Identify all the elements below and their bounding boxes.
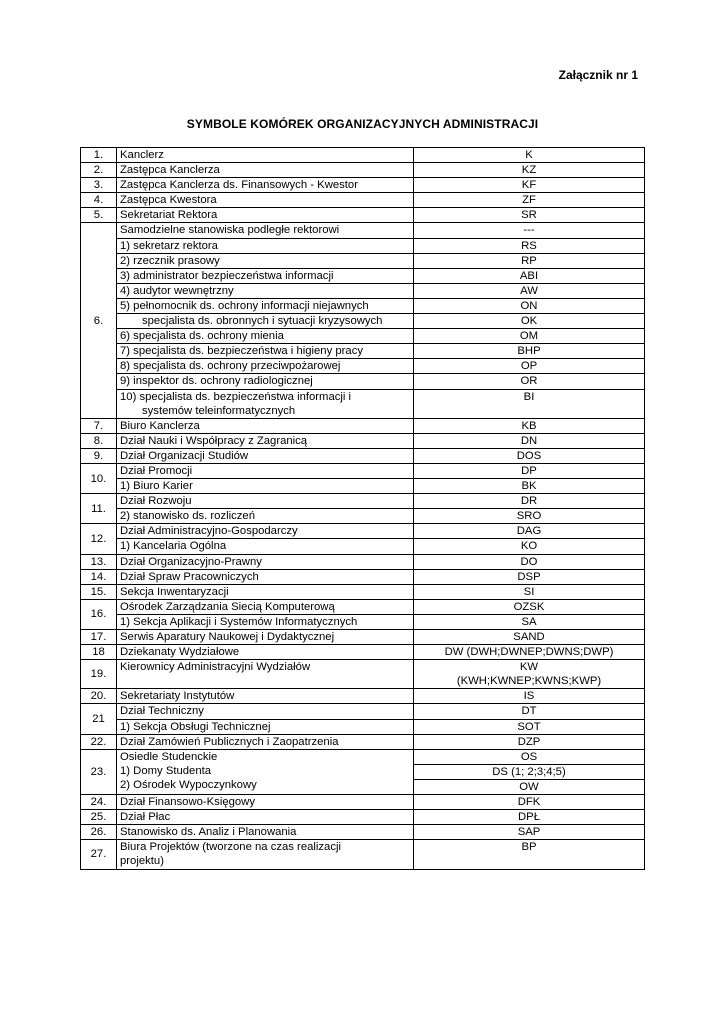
unit-symbol-line: DS (1; 2;3;4;5) <box>414 764 644 779</box>
unit-name <box>117 660 414 689</box>
table-row <box>81 825 645 840</box>
row-number: 2. <box>81 163 117 178</box>
unit-symbol <box>414 223 645 238</box>
unit-name <box>117 253 414 268</box>
unit-symbol-line: KF <box>521 179 537 192</box>
unit-symbol-line: BP <box>521 841 537 854</box>
unit-name-line: specjalista ds. obronnych i sytuacji kryzysowych <box>142 315 383 328</box>
unit-name <box>117 689 414 704</box>
unit-symbol-line: ZF <box>522 194 536 207</box>
table-row <box>81 734 645 749</box>
table-row <box>81 178 645 193</box>
unit-symbol <box>414 359 645 374</box>
unit-name <box>117 630 414 645</box>
unit-name <box>117 795 414 810</box>
unit-name-line: Dział Organizacyjno-Prawny <box>120 555 262 568</box>
unit-name-line: 8) specjalista ds. ochrony przeciwpożarowej <box>120 360 341 373</box>
unit-name-line: Dział Techniczny <box>120 705 204 718</box>
table-row <box>81 584 645 599</box>
unit-symbol <box>414 825 645 840</box>
unit-name-line: 3) administrator bezpieczeństwa informacji <box>120 269 334 282</box>
unit-name-line: Sekcja Inwentaryzacji <box>120 585 229 598</box>
unit-symbol-line: DW (DWH;DWNEP;DWNS;DWP) <box>444 646 614 659</box>
unit-symbol <box>414 584 645 599</box>
unit-symbol-line: SOT <box>517 720 541 733</box>
row-number: 27. <box>81 840 117 869</box>
unit-name <box>117 539 414 554</box>
unit-name-line: 2) rzecznik prasowy <box>120 254 220 267</box>
table-row <box>81 689 645 704</box>
unit-symbol <box>414 479 645 494</box>
unit-symbol-line: DN <box>520 434 538 447</box>
unit-symbol-line: KZ <box>521 164 537 177</box>
unit-symbol-line: DPŁ <box>518 811 540 824</box>
unit-name-line: Zastępca Kwestora <box>120 194 217 207</box>
unit-symbol-line: IS <box>523 690 535 703</box>
unit-symbol-line: ABI <box>519 269 539 282</box>
row-number: 25. <box>81 810 117 825</box>
table-row <box>81 614 645 629</box>
unit-symbol <box>414 494 645 509</box>
unit-symbol <box>414 509 645 524</box>
unit-symbol-line: KW <box>519 661 539 674</box>
unit-symbol <box>414 539 645 554</box>
unit-symbol <box>414 704 645 719</box>
table-row <box>81 569 645 584</box>
table-row <box>81 599 645 614</box>
unit-name-line: Sekretariat Rektora <box>120 209 218 222</box>
table-row <box>81 840 645 869</box>
table-row <box>81 298 645 313</box>
unit-symbol-line: (KWH;KWNEP;KWNS;KWP) <box>456 675 602 688</box>
unit-name <box>117 734 414 749</box>
unit-name <box>117 208 414 223</box>
unit-name <box>117 374 414 389</box>
table-row <box>81 810 645 825</box>
row-number: 9. <box>81 448 117 463</box>
unit-name-line: Zastępca Kanclerza ds. Finansowych - Kwestor <box>120 179 358 192</box>
unit-symbol-line: SR <box>521 209 537 222</box>
unit-name <box>117 554 414 569</box>
table-row <box>81 223 645 238</box>
row-number: 4. <box>81 193 117 208</box>
table-row <box>81 148 645 163</box>
unit-symbol-line: SRO <box>516 510 542 523</box>
unit-symbol <box>414 630 645 645</box>
unit-symbol <box>414 314 645 329</box>
unit-name-line: 9) inspektor ds. ochrony radiologicznej <box>120 375 313 388</box>
unit-symbol-line: SAND <box>513 631 545 643</box>
table-row <box>81 494 645 509</box>
row-number: 22. <box>81 734 117 749</box>
unit-symbol-line: BHP <box>517 345 541 358</box>
row-number: 7. <box>81 418 117 433</box>
unit-symbol <box>414 344 645 359</box>
unit-name <box>117 810 414 825</box>
unit-name <box>117 524 414 539</box>
table-row <box>81 509 645 524</box>
table-row <box>81 749 645 794</box>
unit-name-line: Dział Spraw Pracowniczych <box>120 570 259 583</box>
unit-name <box>117 163 414 178</box>
annex-label: Załącznik nr 1 <box>558 68 638 82</box>
unit-symbol-line: DO <box>520 555 538 568</box>
unit-name-line: 4) audytor wewnętrzny <box>120 284 234 297</box>
row-number: 15. <box>81 584 117 599</box>
row-number: 1. <box>81 148 117 163</box>
unit-symbol-line: --- <box>523 224 535 237</box>
symbols-table <box>80 147 645 870</box>
unit-symbol <box>414 749 645 794</box>
unit-name <box>117 268 414 283</box>
unit-name-line: systemów teleinformatycznych <box>142 404 296 417</box>
unit-name-line: Kierownicy Administracyjni Wydziałów <box>120 661 311 674</box>
unit-name-line: Dziekanaty Wydziałowe <box>120 646 240 659</box>
row-number: 19. <box>81 660 117 689</box>
unit-name-line: 1) Biuro Karier <box>120 480 193 493</box>
unit-name-line: 1) Domy Studenta <box>120 764 212 777</box>
row-number: 17. <box>81 630 117 645</box>
unit-symbol-line: DFK <box>517 796 541 809</box>
unit-symbol-line: K <box>525 149 533 161</box>
row-number: 16. <box>81 599 117 629</box>
unit-name-line: projektu) <box>120 855 164 868</box>
table-row <box>81 554 645 569</box>
unit-name <box>117 314 414 329</box>
unit-name <box>117 448 414 463</box>
table-row <box>81 795 645 810</box>
table-row <box>81 433 645 448</box>
unit-symbol <box>414 599 645 614</box>
unit-symbol-line: OZSK <box>513 600 545 613</box>
unit-name <box>117 614 414 629</box>
unit-symbol-line: ON <box>520 299 538 312</box>
unit-symbol <box>414 374 645 389</box>
table-row <box>81 719 645 734</box>
unit-symbol <box>414 689 645 704</box>
table-row <box>81 704 645 719</box>
unit-symbol <box>414 795 645 810</box>
unit-name-line: Kanclerz <box>120 149 164 161</box>
unit-name-line: Serwis Aparatury Naukowej i Dydaktycznej <box>120 631 335 643</box>
unit-name <box>117 283 414 298</box>
table-row <box>81 645 645 660</box>
table-row <box>81 253 645 268</box>
unit-name-line: Stanowisko ds. Analiz i Planowania <box>120 826 297 839</box>
document-title: SYMBOLE KOMÓREK ORGANIZACYJNYCH ADMINISTRACJI <box>186 117 539 131</box>
unit-name <box>117 719 414 734</box>
unit-symbol <box>414 554 645 569</box>
unit-symbol-line: RS <box>521 239 537 252</box>
unit-name <box>117 329 414 344</box>
row-number: 21 <box>81 704 117 734</box>
unit-symbol <box>414 810 645 825</box>
unit-name <box>117 645 414 660</box>
unit-name <box>117 749 414 794</box>
unit-symbol <box>414 660 645 689</box>
row-number: 3. <box>81 178 117 193</box>
unit-symbol-line: OM <box>519 330 539 343</box>
unit-symbol <box>414 283 645 298</box>
table-row <box>81 268 645 283</box>
table-row <box>81 479 645 494</box>
unit-symbol <box>414 524 645 539</box>
unit-symbol <box>414 193 645 208</box>
table-row <box>81 448 645 463</box>
unit-name-line: 5) pełnomocnik ds. ochrony informacji niejawnych <box>120 299 369 312</box>
unit-name <box>117 494 414 509</box>
unit-symbol-line: OR <box>520 375 538 388</box>
unit-symbol-line: OP <box>520 360 538 373</box>
unit-name-line: 7) specjalista ds. bezpieczeństwa i higieny pracy <box>120 345 364 358</box>
unit-symbol-line: KO <box>520 540 538 553</box>
unit-name <box>117 359 414 374</box>
row-number: 14. <box>81 569 117 584</box>
row-number: 20. <box>81 689 117 704</box>
unit-name-line: Dział Finansowo-Księgowy <box>120 796 255 809</box>
row-number: 8. <box>81 433 117 448</box>
unit-symbol <box>414 645 645 660</box>
table-row <box>81 283 645 298</box>
table-row <box>81 630 645 645</box>
unit-symbol <box>414 433 645 448</box>
unit-name-line: Dział Organizacji Studiów <box>120 449 249 462</box>
unit-symbol <box>414 329 645 344</box>
unit-name-line: Dział Zamówień Publicznych i Zaopatrzenia <box>120 735 339 748</box>
row-number: 12. <box>81 524 117 554</box>
unit-symbol-line: BK <box>521 480 537 493</box>
unit-name <box>117 509 414 524</box>
unit-name-line: Dział Administracyjno-Gospodarczy <box>120 525 298 538</box>
unit-symbol <box>414 148 645 163</box>
unit-symbol-line: DAG <box>516 525 542 538</box>
unit-symbol <box>414 614 645 629</box>
unit-symbol-line: DZP <box>517 735 541 748</box>
unit-name <box>117 463 414 478</box>
table-row <box>81 163 645 178</box>
unit-symbol <box>414 418 645 433</box>
table-row <box>81 359 645 374</box>
row-number: 6. <box>81 223 117 418</box>
unit-symbol-line: SA <box>521 615 537 628</box>
row-number: 26. <box>81 825 117 840</box>
row-number: 23. <box>81 749 117 794</box>
unit-name-line: Biura Projektów (tworzone na czas realizacji <box>120 841 342 854</box>
symbols-table-body <box>81 148 645 870</box>
unit-symbol <box>414 178 645 193</box>
unit-symbol <box>414 734 645 749</box>
table-row <box>81 389 645 418</box>
unit-name-line: 1) Sekcja Aplikacji i Systemów Informatycznych <box>120 615 358 628</box>
unit-name-line: 10) specjalista ds. bezpieczeństwa informacji i <box>120 390 352 403</box>
unit-name-line: Dział Promocji <box>120 464 193 477</box>
unit-name-line: Dział Rozwoju <box>120 495 192 508</box>
unit-symbol <box>414 448 645 463</box>
unit-symbol-line: BI <box>523 390 535 403</box>
unit-name <box>117 193 414 208</box>
unit-symbol-line: DT <box>521 705 537 718</box>
unit-name-line: 2) stanowisko ds. rozliczeń <box>120 510 255 523</box>
unit-name <box>117 599 414 614</box>
unit-name-line: Osiedle Studenckie <box>120 750 218 763</box>
unit-symbol-line: AW <box>520 284 538 297</box>
unit-symbol-line: SI <box>523 585 535 598</box>
table-row <box>81 314 645 329</box>
unit-name <box>117 433 414 448</box>
unit-symbol-line: OW <box>414 779 644 794</box>
row-number: 5. <box>81 208 117 223</box>
unit-name <box>117 148 414 163</box>
table-row <box>81 344 645 359</box>
unit-symbol-line: OS <box>520 750 538 763</box>
table-row <box>81 193 645 208</box>
unit-symbol-line: DOS <box>516 449 542 462</box>
unit-name-line: Dział Nauki i Współpracy z Zagranicą <box>120 434 308 447</box>
unit-name <box>117 840 414 869</box>
unit-name <box>117 238 414 253</box>
unit-symbol <box>414 840 645 869</box>
unit-symbol-line: DP <box>521 464 537 477</box>
unit-symbol <box>414 463 645 478</box>
unit-symbol <box>414 298 645 313</box>
unit-name <box>117 298 414 313</box>
unit-name <box>117 344 414 359</box>
unit-symbol <box>414 253 645 268</box>
unit-symbol-line: RP <box>521 254 537 267</box>
row-number: 13. <box>81 554 117 569</box>
unit-symbol <box>414 208 645 223</box>
unit-symbol-line: SAP <box>517 826 541 839</box>
unit-name-line: Biuro Kanclerza <box>120 419 200 432</box>
unit-symbol <box>414 719 645 734</box>
unit-name-line: 1) Kancelaria Ogólna <box>120 540 227 553</box>
unit-symbol <box>414 238 645 253</box>
unit-name-line: 1) Sekcja Obsługi Technicznej <box>120 720 271 733</box>
unit-name <box>117 825 414 840</box>
row-number: 24. <box>81 795 117 810</box>
table-row <box>81 329 645 344</box>
unit-symbol-line: OK <box>520 315 538 328</box>
row-number: 18 <box>81 645 117 660</box>
unit-symbol-line: DSP <box>517 570 541 583</box>
table-row <box>81 208 645 223</box>
row-number: 10. <box>81 463 117 493</box>
unit-name-line: 2) Ośrodek Wypoczynkowy <box>120 778 257 791</box>
table-row <box>81 463 645 478</box>
unit-name <box>117 418 414 433</box>
unit-symbol <box>414 268 645 283</box>
unit-name-line: Samodzielne stanowiska podległe rektorowi <box>120 224 340 237</box>
unit-name <box>117 479 414 494</box>
table-row <box>81 660 645 689</box>
unit-symbol-line: DR <box>520 495 538 508</box>
unit-name-line: 6) specjalista ds. ochrony mienia <box>120 330 284 343</box>
unit-name-line: Zastępca Kanclerza <box>120 164 220 177</box>
unit-name <box>117 584 414 599</box>
unit-name <box>117 223 414 238</box>
unit-symbol <box>414 163 645 178</box>
table-row <box>81 238 645 253</box>
unit-name <box>117 178 414 193</box>
unit-name-line: Dział Płac <box>120 811 171 824</box>
unit-name-line: Ośrodek Zarządzania Siecią Komputerową <box>120 600 335 613</box>
table-row <box>81 539 645 554</box>
unit-name-line: 1) sekretarz rektora <box>120 239 218 252</box>
table-row <box>81 524 645 539</box>
unit-symbol <box>414 569 645 584</box>
unit-name <box>117 704 414 719</box>
unit-name-line: Sekretariaty Instytutów <box>120 690 235 703</box>
table-row <box>81 418 645 433</box>
row-number: 11. <box>81 494 117 524</box>
unit-name <box>117 569 414 584</box>
unit-name <box>117 389 414 418</box>
unit-symbol-line: KB <box>521 419 537 432</box>
table-row <box>81 374 645 389</box>
unit-symbol <box>414 389 645 418</box>
